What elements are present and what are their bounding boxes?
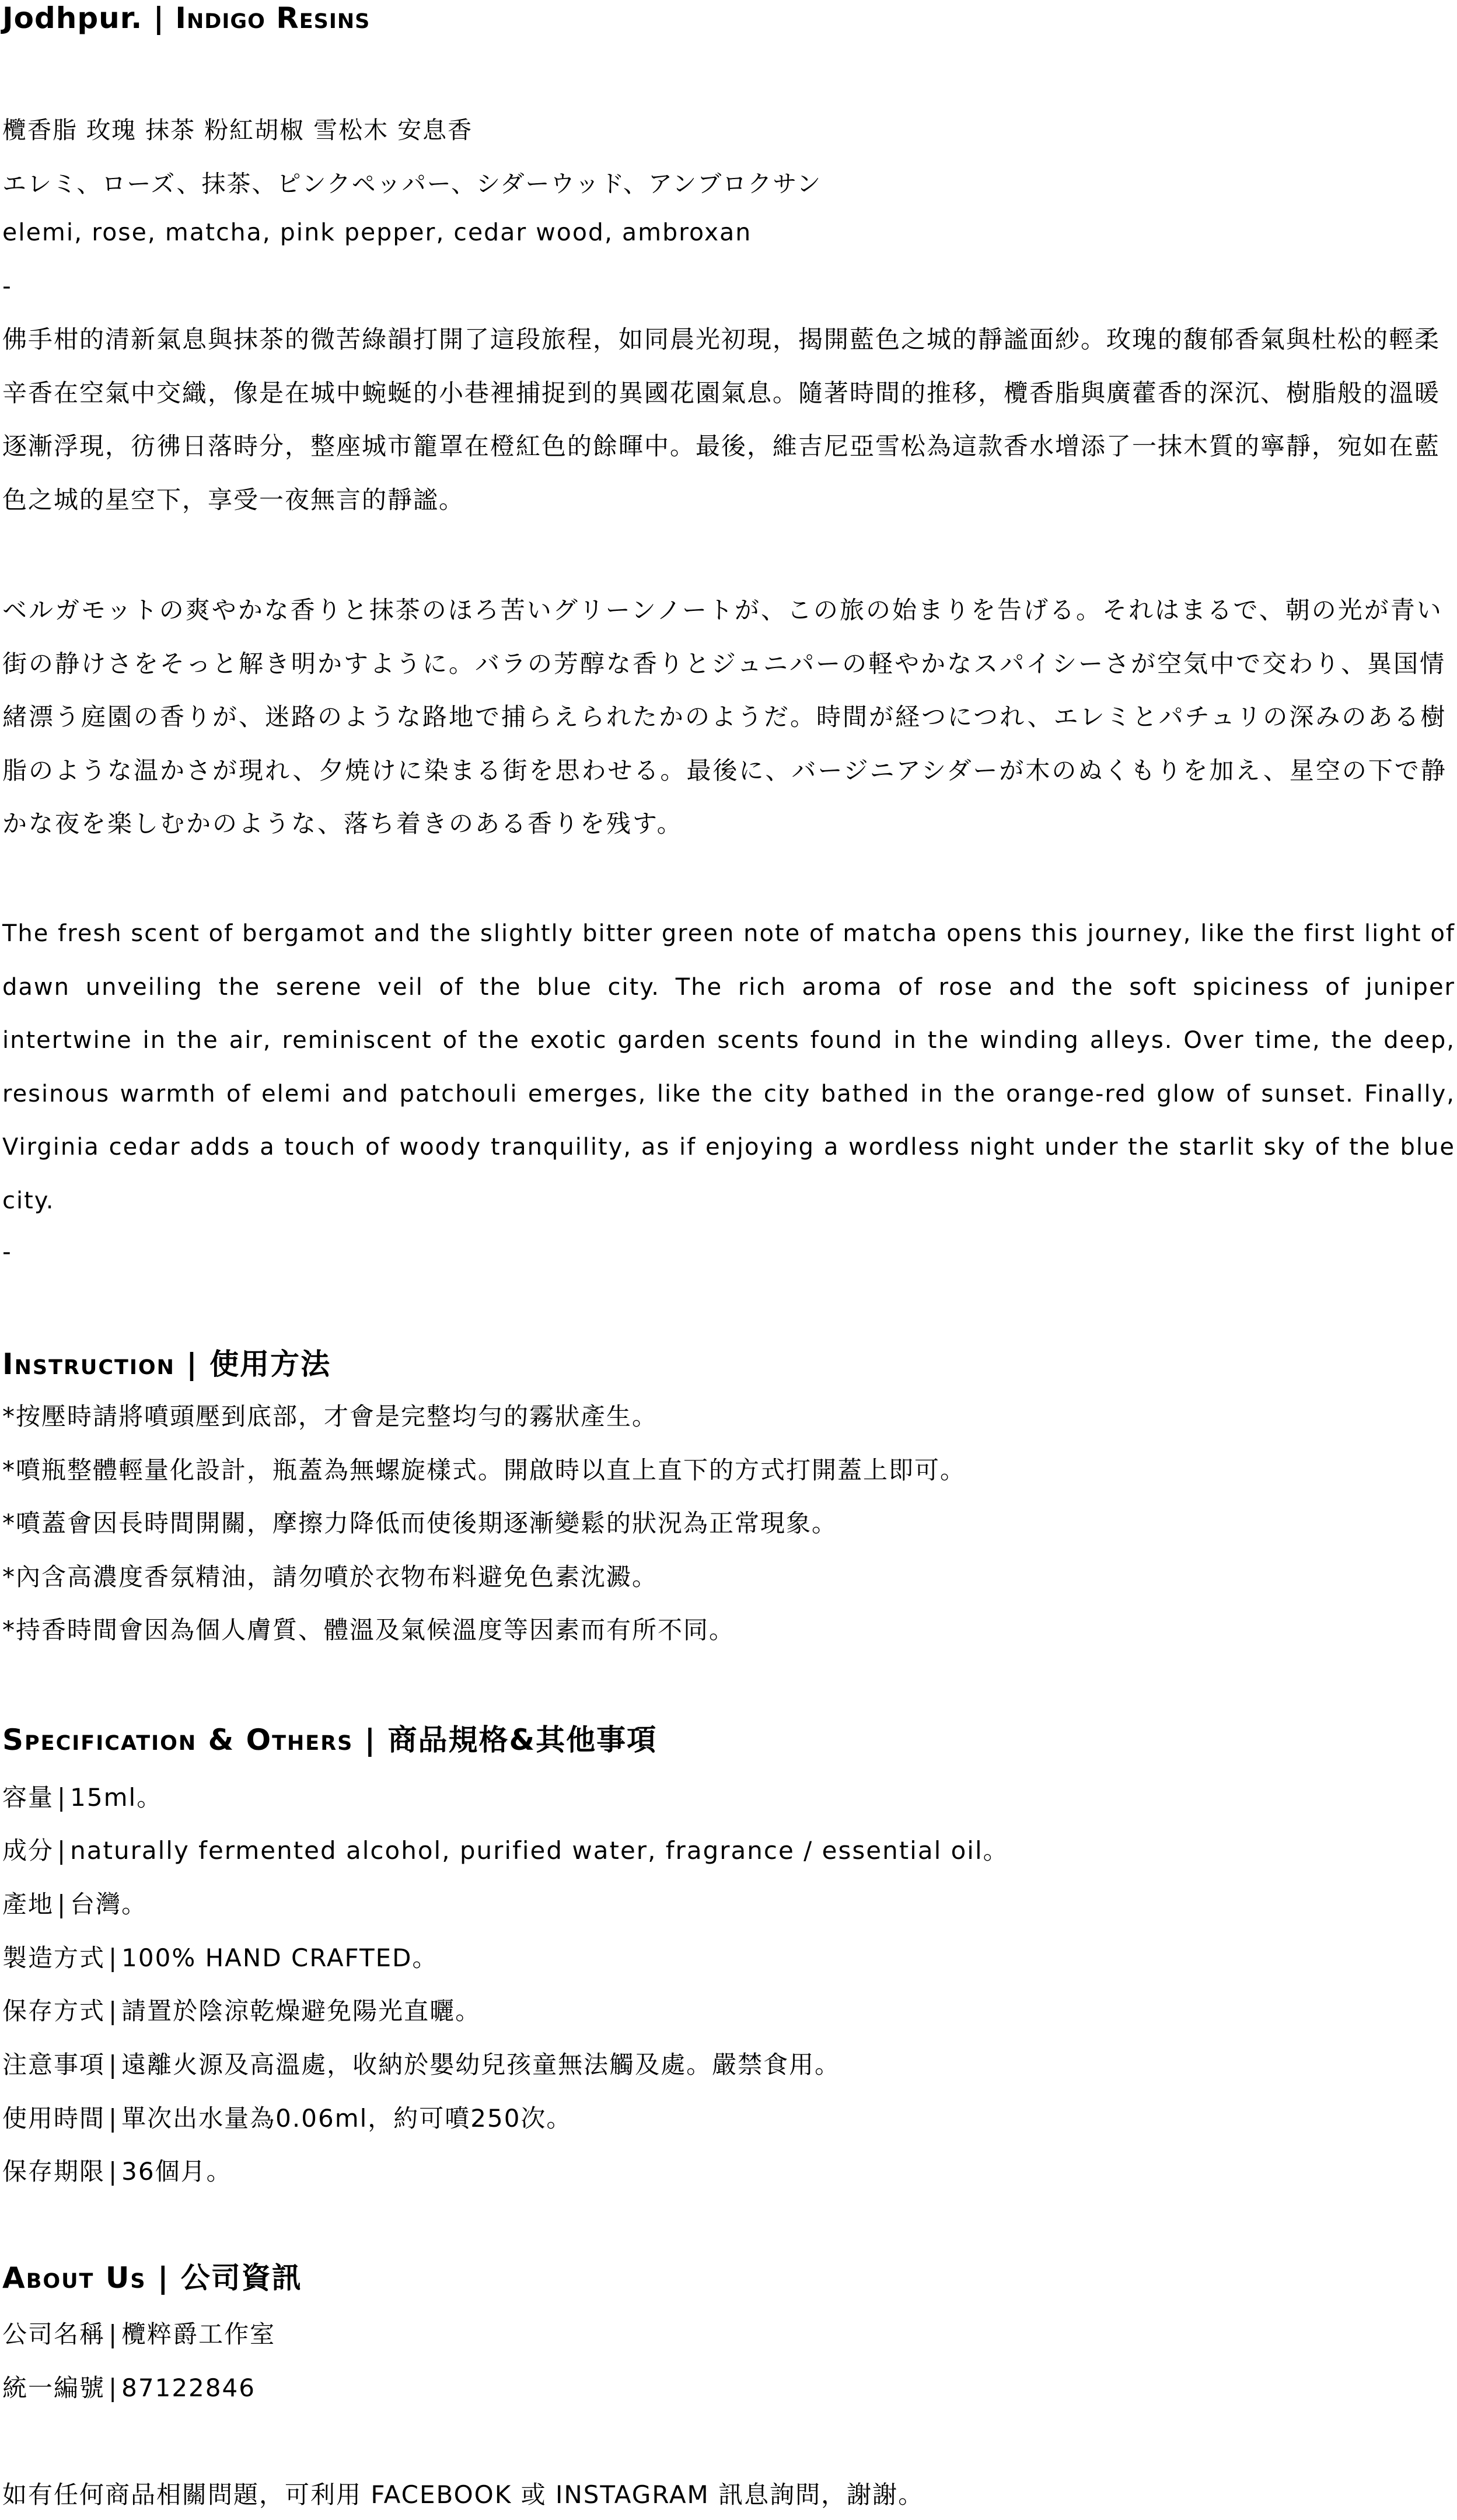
description-zh — [2, 313, 1455, 526]
about-row-company-name: 公司名稱 | 欖粹爵工作室 — [2, 2320, 276, 2348]
spec-value: 請置於陰涼乾燥避免陽光直曬。 — [121, 1997, 481, 2025]
spec-label: 保存期限 — [2, 2157, 106, 2186]
description-en — [2, 907, 1455, 1228]
divider: - — [2, 272, 11, 300]
about-value: 欖粹爵工作室 — [121, 2320, 276, 2348]
list-item: *噴蓋會因長時間開關，摩擦力降低而使後期逐漸變鬆的狀況為正常現象。 — [2, 1509, 838, 1537]
spec-value: 台灣。 — [70, 1890, 148, 1918]
spec-label: 容量 — [2, 1783, 54, 1812]
description-en-text: The fresh scent of bergamot and the slightly bitter green note of matcha opens this journey, like the first light of dawn unveiling the serene veil of the blue city. The rich aroma of rose and the soft spiciness of juniper intertwine in the air, reminiscent of the exotic garden scents found in the winding alleys. Over time, the deep, resinous warmth of elemi and patchouli emerges, like the city bathed in the orange-red glow of sunset. Finally, Virginia cedar adds a touch of woody tranquility, as if enjoying a wordless night under the starlit sky of the blue city. — [2, 920, 1455, 1214]
notes-zh: 欖香脂 玫瑰 抹茶 粉紅胡椒 雪松木 安息香 — [2, 116, 473, 144]
specification-heading-separator: | — [364, 1723, 377, 1757]
about-heading — [2, 2255, 302, 2297]
spec-label: 使用時間 — [2, 2104, 106, 2133]
spec-row-origin: 產地 | 台灣。 — [2, 1890, 148, 1918]
instruction-heading-en: Instruction — [2, 1347, 175, 1381]
product-name: Indigo Resins — [175, 1, 371, 35]
spec-label: 成分 — [2, 1836, 54, 1865]
about-value: 87122846 — [121, 2374, 256, 2402]
about-heading-separator: | — [158, 2261, 170, 2295]
page-title — [2, 1, 370, 35]
footer-note: 如有任何商品相關問題，可利用 FACEBOOK 或 INSTAGRAM 訊息詢問，謝謝。 — [2, 2480, 924, 2509]
about-label: 統一編號 — [2, 2374, 106, 2402]
spec-label: 製造方式 — [2, 1944, 106, 1972]
specification-heading-en: Specification & Others — [2, 1723, 354, 1757]
description-ja — [2, 583, 1455, 851]
specification-heading — [2, 1717, 657, 1759]
description-ja-text: ベルガモットの爽やかな香りと抹茶のほろ苦いグリーンノートが、この旅の始まりを告げる。それはまるで、朝の光が青い街の静けさをそっと解き明かすように。バラの芳醇な香りとジュニパーの軽やかなスパイシーさが空気中で交わり、異国情緒漂う庭園の香りが、迷路のような路地で捕らえられたかのようだ。時間が経つにつれ、エレミとパチュリの深みのある樹脂のような温かさが現れ、夕焼けに染まる街を思わせる。最後に、バージニアシダーが木のぬくもりを加え、星空の下で静かな夜を楽しむかのような、落ち着きのある香りを残す。 — [2, 596, 1447, 838]
spec-label: 產地 — [2, 1890, 54, 1918]
spec-row-ingredients: 成分 | naturally fermented alcohol, purified water, fragrance / essential oil。 — [2, 1836, 1009, 1865]
spec-label: 注意事項 — [2, 2050, 106, 2079]
spec-row-shelf-life: 保存期限 | 36個月。 — [2, 2157, 232, 2186]
description-zh-text: 佛手柑的清新氣息與抹茶的微苦綠韻打開了這段旅程，如同晨光初現，揭開藍色之城的靜謐面紗。玫瑰的馥郁香氣與杜松的輕柔辛香在空氣中交織，像是在城中蜿蜒的小巷裡捕捉到的異國花園氣息。隨著時間的推移，欖香脂與廣藿香的深沉、樹脂般的溫暖逐漸浮現，彷彿日落時分，整座城市籠罩在橙紅色的餘暉中。最後，維吉尼亞雪松為這款香水增添了一抹木質的寧靜，宛如在藍色之城的星空下，享受一夜無言的靜謐。 — [2, 325, 1441, 514]
brand-name: Jodhpur. — [2, 1, 143, 35]
about-heading-en: About Us — [2, 2261, 146, 2295]
divider-2: - — [2, 1238, 11, 1266]
spec-value: 36個月。 — [121, 2157, 232, 2186]
spec-value: 單次出水量為0.06ml，約可噴250次。 — [121, 2104, 572, 2133]
title-separator: | — [153, 1, 165, 35]
spec-row-manufacturing: 製造方式 | 100% HAND CRAFTED。 — [2, 1944, 438, 1972]
notes-ja: エレミ、ローズ、抹茶、ピンクペッパー、シダーウッド、アンブロクサン — [2, 170, 822, 198]
about-label: 公司名稱 — [2, 2320, 106, 2348]
list-item: *按壓時請將噴頭壓到底部，才會是完整均勻的霧狀產生。 — [2, 1402, 658, 1431]
instruction-list — [2, 1390, 966, 1657]
spec-row-storage: 保存方式 | 請置於陰涼乾燥避免陽光直曬。 — [2, 1997, 481, 2025]
instruction-heading — [2, 1341, 331, 1383]
spec-row-volume: 容量 | 15ml。 — [2, 1783, 163, 1812]
spec-value: naturally fermented alcohol, purified water, fragrance / essential oil。 — [70, 1836, 1009, 1865]
list-item: *持香時間會因為個人膚質、體溫及氣候溫度等因素而有所不同。 — [2, 1616, 735, 1644]
spec-value: 100% HAND CRAFTED。 — [121, 1944, 438, 1972]
about-row-tax-id: 統一編號 | 87122846 — [2, 2374, 256, 2402]
spec-row-cautions: 注意事項 | 遠離火源及高溫處，收納於嬰幼兒孩童無法觸及處。嚴禁食用。 — [2, 2050, 841, 2079]
list-item: *內含高濃度香氛精油，請勿噴於衣物布料避免色素沈澱。 — [2, 1562, 658, 1591]
spec-value: 15ml。 — [70, 1783, 163, 1812]
specification-heading-zh: 商品規格&其他事項 — [387, 1723, 658, 1757]
instruction-heading-zh: 使用方法 — [209, 1347, 331, 1381]
spec-row-usage: 使用時間 | 單次出水量為0.06ml，約可噴250次。 — [2, 2104, 572, 2133]
notes-en: elemi, rose, matcha, pink pepper, cedar wood, ambroxan — [2, 218, 752, 246]
spec-label: 保存方式 — [2, 1997, 106, 2025]
about-heading-zh: 公司資訊 — [180, 2261, 302, 2295]
spec-value: 遠離火源及高溫處，收納於嬰幼兒孩童無法觸及處。嚴禁食用。 — [121, 2050, 841, 2079]
list-item: *噴瓶整體輕量化設計，瓶蓋為無螺旋樣式。開啟時以直上直下的方式打開蓋上即可。 — [2, 1455, 966, 1484]
instruction-heading-separator: | — [186, 1347, 198, 1381]
